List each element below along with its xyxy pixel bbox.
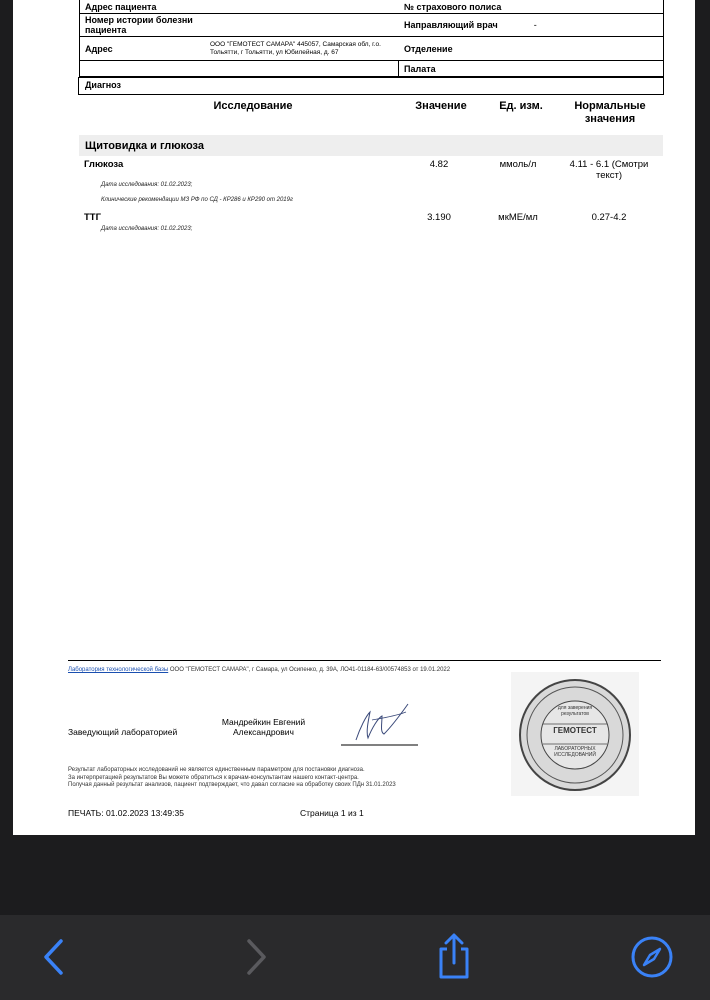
browser-toolbar: [0, 915, 710, 1000]
head-label: Заведующий лабораторией: [68, 727, 178, 737]
share-button[interactable]: [430, 933, 478, 981]
row-tsh-name: ТТГ: [84, 212, 101, 223]
chevron-left-icon: [39, 937, 69, 977]
diagnosis-box: [78, 77, 664, 95]
department-label: Отделение: [404, 43, 453, 54]
disclaimer-line-2: За интерпретацией результатов Вы можете обратиться к врачам-консультантам нашего контакт-центра.: [68, 774, 359, 781]
share-icon: [434, 933, 474, 981]
row-tsh-date-note: Дата исследования: 01.02.2023;: [101, 226, 193, 232]
row-glucose-guideline-note: Клинические рекомендации МЗ РФ по СД - КР286 и КР290 от 2019г: [101, 197, 293, 203]
address-label: Адрес: [85, 43, 113, 54]
referring-doctor-value: -: [533, 20, 537, 30]
address-value: ООО "ГЕМОТЕСТ САМАРА" 445057, Самарская обл, г.о. Тольятти, г Тольятти, ул Юбилейная, д. 67: [210, 40, 381, 56]
referring-doctor-label: Направляющий врач: [404, 20, 498, 30]
safari-button[interactable]: [628, 933, 676, 981]
section-header: Щитовидка и глюкоза: [79, 135, 663, 156]
col-value-header: Значение: [415, 100, 467, 112]
compass-icon: [630, 935, 674, 979]
forward-button[interactable]: [232, 933, 280, 981]
stamp-brand-text: ГЕМОТЕСТ: [553, 726, 597, 735]
diagnosis-label: Диагноз: [85, 80, 121, 90]
print-timestamp: ПЕЧАТЬ: 01.02.2023 13:49:35: [68, 808, 184, 818]
stamp-bottom-text: ЛАБОРАТОРНЫХ ИССЛЕДОВАНИЙ: [554, 746, 596, 758]
col-study-header: Исследование: [213, 100, 293, 112]
disclaimer-line-3: Получая данный результат анализов, пациент подтверждает, что давал согласие на обработку своих ПДн 31.01.2023: [68, 782, 396, 788]
row-glucose-date-note: Дата исследования: 01.02.2023;: [101, 182, 193, 188]
col-norm-header: Нормальные значения: [574, 100, 646, 125]
row-glucose-unit: ммоль/л: [499, 159, 537, 170]
ward-label: Палата: [404, 63, 436, 74]
patient-address-label: Адрес пациента: [85, 1, 157, 12]
col-unit-header: Ед. изм.: [499, 100, 543, 112]
row-glucose-value: 4.82: [429, 159, 449, 170]
row-glucose-name: Глюкоза: [84, 159, 124, 170]
chevron-right-icon: [241, 937, 271, 977]
lab-link[interactable]: Лаборатория технологической базы: [68, 667, 169, 673]
patient-info-grid: [79, 0, 664, 77]
disclaimer-line-1: Результат лабораторных исследований не является единственным параметром для постановки диагноза.: [68, 767, 365, 773]
head-name: Мандрейкин Евгений Александрович: [221, 717, 306, 737]
back-button[interactable]: [30, 933, 78, 981]
policy-label: № страхового полиса: [404, 1, 502, 12]
footer-divider: [68, 660, 661, 661]
row-tsh-unit: мкМЕ/мл: [498, 212, 538, 223]
row-tsh-norm: 0.27-4.2: [591, 212, 627, 223]
history-label: Номер истории болезни пациента: [85, 15, 193, 35]
document-page: [13, 0, 695, 835]
signature-image: [338, 698, 423, 750]
stamp-top-text: для заверения результатов: [557, 705, 593, 717]
page-number: Страница 1 из 1: [300, 808, 364, 818]
row-glucose-norm: 4.11 - 6.1 (Смотри текст): [569, 159, 649, 181]
disclaimer: [68, 767, 488, 790]
row-tsh-value: 3.190: [427, 212, 451, 223]
lab-info: [68, 667, 450, 673]
lab-text: ООО "ГЕМОТЕСТ САМАРА", г Самара, ул Осипенко, д. 39А, ЛО41-01184-63/00574853 от 19.01.2022: [169, 667, 451, 673]
viewer-background: [0, 835, 710, 915]
stamp-area: [511, 672, 639, 796]
